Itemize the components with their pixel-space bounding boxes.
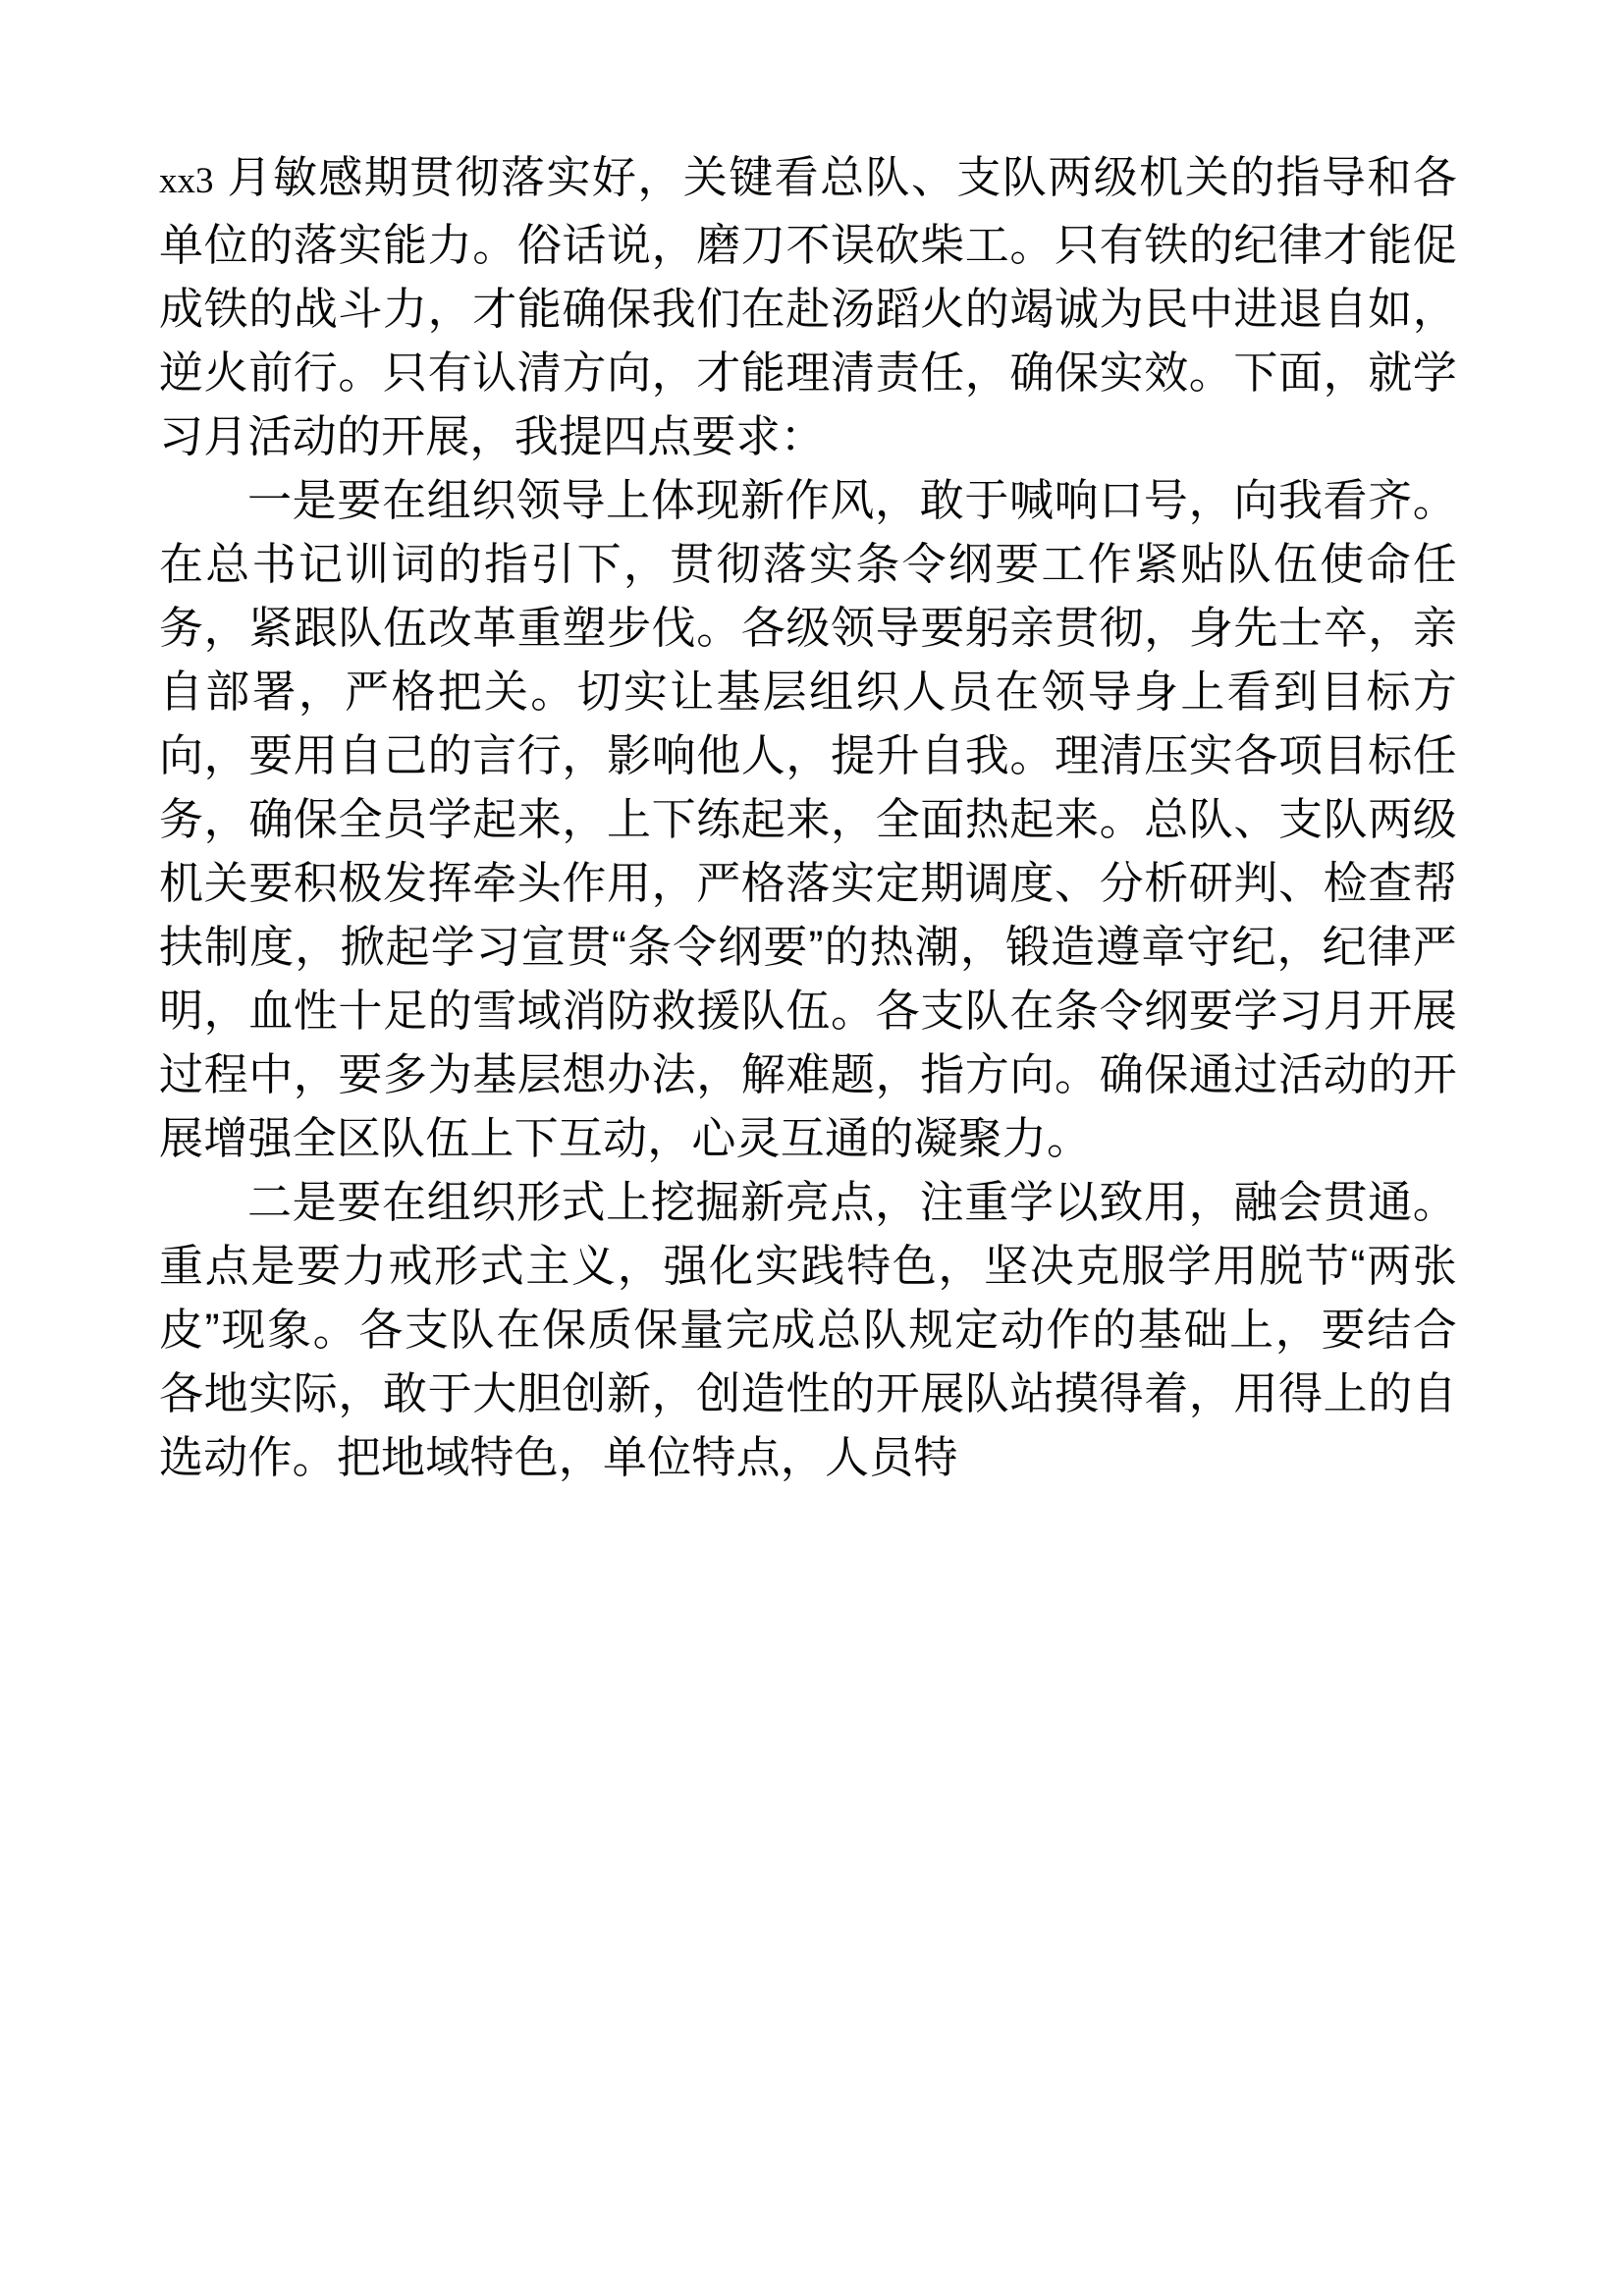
paragraph-1-text: 月敏感期贯彻落实好，关键看总队、支队两级机关的指导和各单位的落实能力。俗话说，磨刀不误砍柴工。只有铁的纪律才能促成铁的战斗力，才能确保我们在赴汤蹈火的竭诚为民中进退自如，逆火前行。只有认清方向，才能理清责任，确保实效。下面，就学习月活动的开展，我提四点要求： xyxy=(159,152,1457,461)
paragraph-3 xyxy=(159,1170,1457,1489)
paragraph-1-latin-prefix: xx3 xyxy=(159,161,214,201)
document-body xyxy=(159,145,1457,1489)
paragraph-3-text: 二是要在组织形式上挖掘新亮点，注重学以致用，融会贯通。重点是要力戒形式主义，强化实践特色，坚决克服学用脱节“两张皮”现象。各支队在保质保量完成总队规定动作的基础上，要结合各地实际，敢于大胆创新，创造性的开展队站摸得着，用得上的自选动作。把地域特色，单位特点，人员特 xyxy=(159,1177,1457,1482)
paragraph-2 xyxy=(159,468,1457,1170)
paragraph-1 xyxy=(159,145,1457,468)
paragraph-2-text: 一是要在组织领导上体现新作风，敢于喊响口号，向我看齐。在总书记训词的指引下，贯彻落实条令纲要工作紧贴队伍使命任务，紧跟队伍改革重塑步伐。各级领导要躬亲贯彻，身先士卒，亲自部署，严格把关。切实让基层组织人员在领导身上看到目标方向，要用自己的言行，影响他人，提升自我。理清压实各项目标任务，确保全员学起来，上下练起来，全面热起来。总队、支队两级机关要积极发挥牵头作用，严格落实定期调度、分析研判、检查帮扶制度，掀起学习宣贯“条令纲要”的热潮，锻造遵章守纪，纪律严明，血性十足的雪域消防救援队伍。各支队在条令纲要学习月开展过程中，要多为基层想办法，解难题，指方向。确保通过活动的开展增强全区队伍上下互动，心灵互通的凝聚力。 xyxy=(159,475,1457,1163)
